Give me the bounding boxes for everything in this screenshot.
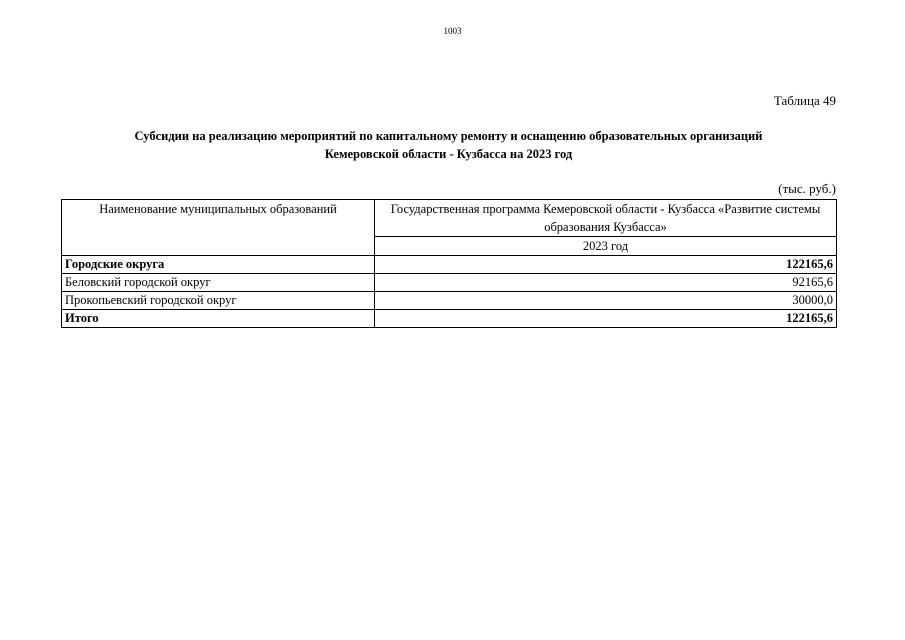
- table-row-belovsky: [62, 274, 837, 292]
- row-name: Городские округа: [62, 256, 375, 274]
- row-amount: 122165,6: [375, 256, 837, 274]
- row-name: Итого: [62, 310, 375, 328]
- row-amount: 30000,0: [375, 292, 837, 310]
- row-name: Беловский городской округ: [62, 274, 375, 292]
- table-row-urban-districts: [62, 256, 837, 274]
- document-title-line-2: Кемеровской области - Кузбасса на 2023 год: [324, 147, 573, 161]
- document-title: [60, 127, 837, 163]
- table-header-row: [62, 200, 837, 237]
- subsidy-table: [61, 199, 837, 328]
- header-program: Государственная программа Кемеровской области - Кузбасса «Развитие системы образования Кузбасса»: [375, 200, 837, 237]
- row-amount: 92165,6: [375, 274, 837, 292]
- row-name: Прокопьевский городской округ: [62, 292, 375, 310]
- header-year: 2023 год: [375, 237, 837, 256]
- row-amount: 122165,6: [375, 310, 837, 328]
- units-label: (тыс. руб.): [778, 181, 836, 196]
- table-row-total: [62, 310, 837, 328]
- page-number: 1003: [443, 26, 462, 36]
- document-title-line-1: Субсидии на реализацию мероприятий по капитальному ремонту и оснащению образовательных организаций: [134, 129, 763, 143]
- header-municipality: Наименование муниципальных образований: [62, 200, 375, 256]
- table-row-prokopyevsky: [62, 292, 837, 310]
- table-label: Таблица 49: [773, 93, 836, 108]
